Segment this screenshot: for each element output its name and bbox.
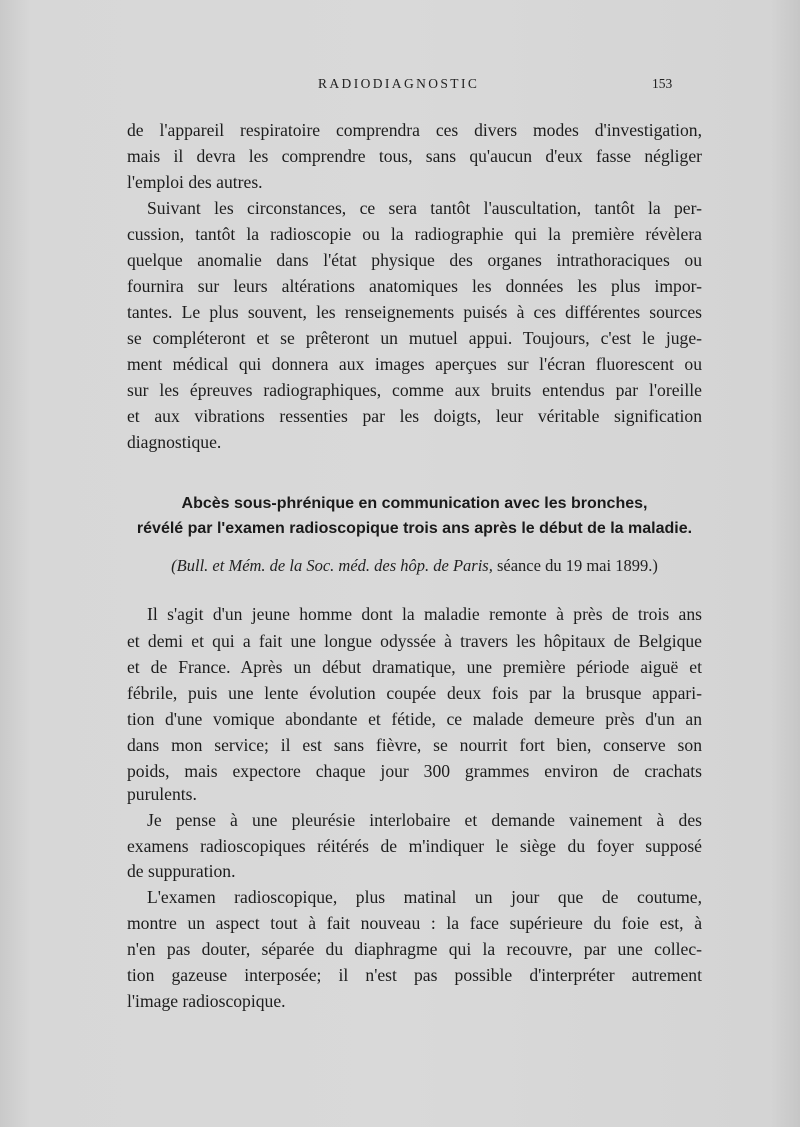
text-line: diagnostique. xyxy=(127,432,222,452)
text-line: ment médical qui donnera aux images aperçues sur l'écran fluorescent ou xyxy=(127,354,702,374)
section-title-line-1: Abcès sous-phrénique en communication avec les bronches, xyxy=(181,495,648,512)
text-line: et demi et qui a fait une longue odyssée à travers les hôpitaux de Belgique xyxy=(127,631,702,651)
running-title: RADIODIAGNOSTIC xyxy=(318,76,480,91)
text-line: de l'appareil respiratoire comprendra ces divers modes d'investigation, xyxy=(127,120,702,140)
text-line: cussion, tantôt la radioscopie ou la radiographie qui la première révèlera xyxy=(127,224,702,244)
page-number: 153 xyxy=(652,76,673,91)
citation xyxy=(127,555,702,577)
text-line: l'image radioscopique. xyxy=(127,991,286,1011)
text-line: n'en pas douter, séparée du diaphragme qui la recouvre, par une collec- xyxy=(127,939,702,959)
text-line: sur les épreuves radiographiques, comme aux bruits entendus par l'oreille xyxy=(127,380,702,400)
text-line: poids, mais expectore chaque jour 300 grammes environ de crachats xyxy=(127,761,702,781)
text-line: et aux vibrations ressenties par les doigts, leur véritable signification xyxy=(127,406,702,426)
page-header xyxy=(0,76,800,98)
text-line: Je pense à une pleurésie interlobaire et demande vainement à des xyxy=(147,810,702,830)
text-line: et de France. Après un début dramatique, une première période aiguë et xyxy=(127,657,702,677)
text-line: de suppuration. xyxy=(127,861,236,881)
text-line: quelque anomalie dans l'état physique des organes intrathoraciques ou xyxy=(127,250,702,270)
text-line: tion gazeuse interposée; il n'est pas possible d'interpréter autrement xyxy=(127,965,702,985)
text-line: l'emploi des autres. xyxy=(127,172,263,192)
text-line: tantes. Le plus souvent, les renseignements puisés à ces différentes sources xyxy=(127,302,702,322)
text-line: fébrile, puis une lente évolution coupée deux fois par la brusque appari- xyxy=(127,683,702,703)
text-line: examens radioscopiques réitérés de m'indiquer le siège du foyer supposé xyxy=(127,836,702,856)
text-line: Suivant les circonstances, ce sera tantôt l'auscultation, tantôt la per- xyxy=(147,198,702,218)
text-line: fournira sur leurs altérations anatomiques les données les plus impor- xyxy=(127,276,702,296)
text-line: tion d'une vomique abondante et fétide, ce malade demeure près d'un an xyxy=(127,709,702,729)
text-line: L'examen radioscopique, plus matinal un jour que de coutume, xyxy=(147,887,702,907)
text-line: purulents. xyxy=(127,784,197,804)
text-line: mais il devra les comprendre tous, sans qu'aucun d'eux fasse négliger xyxy=(127,146,702,166)
section-title-line-2: révélé par l'examen radioscopique trois ans après le début de la maladie. xyxy=(136,520,693,537)
citation-date: séance du 19 mai 1899.) xyxy=(492,556,658,575)
text-line: Il s'agit d'un jeune homme dont la maladie remonte à près de trois ans xyxy=(147,604,702,624)
text-line: montre un aspect tout à fait nouveau : la face supérieure du foie est, à xyxy=(127,913,702,933)
text-line: se compléteront et se prêteront un mutuel appui. Toujours, c'est le juge- xyxy=(127,328,702,348)
citation-journal: (Bull. et Mém. de la Soc. méd. des hôp. de Paris, xyxy=(171,556,493,575)
text-line: dans mon service; il est sans fièvre, se nourrit fort bien, conserve son xyxy=(127,735,702,755)
